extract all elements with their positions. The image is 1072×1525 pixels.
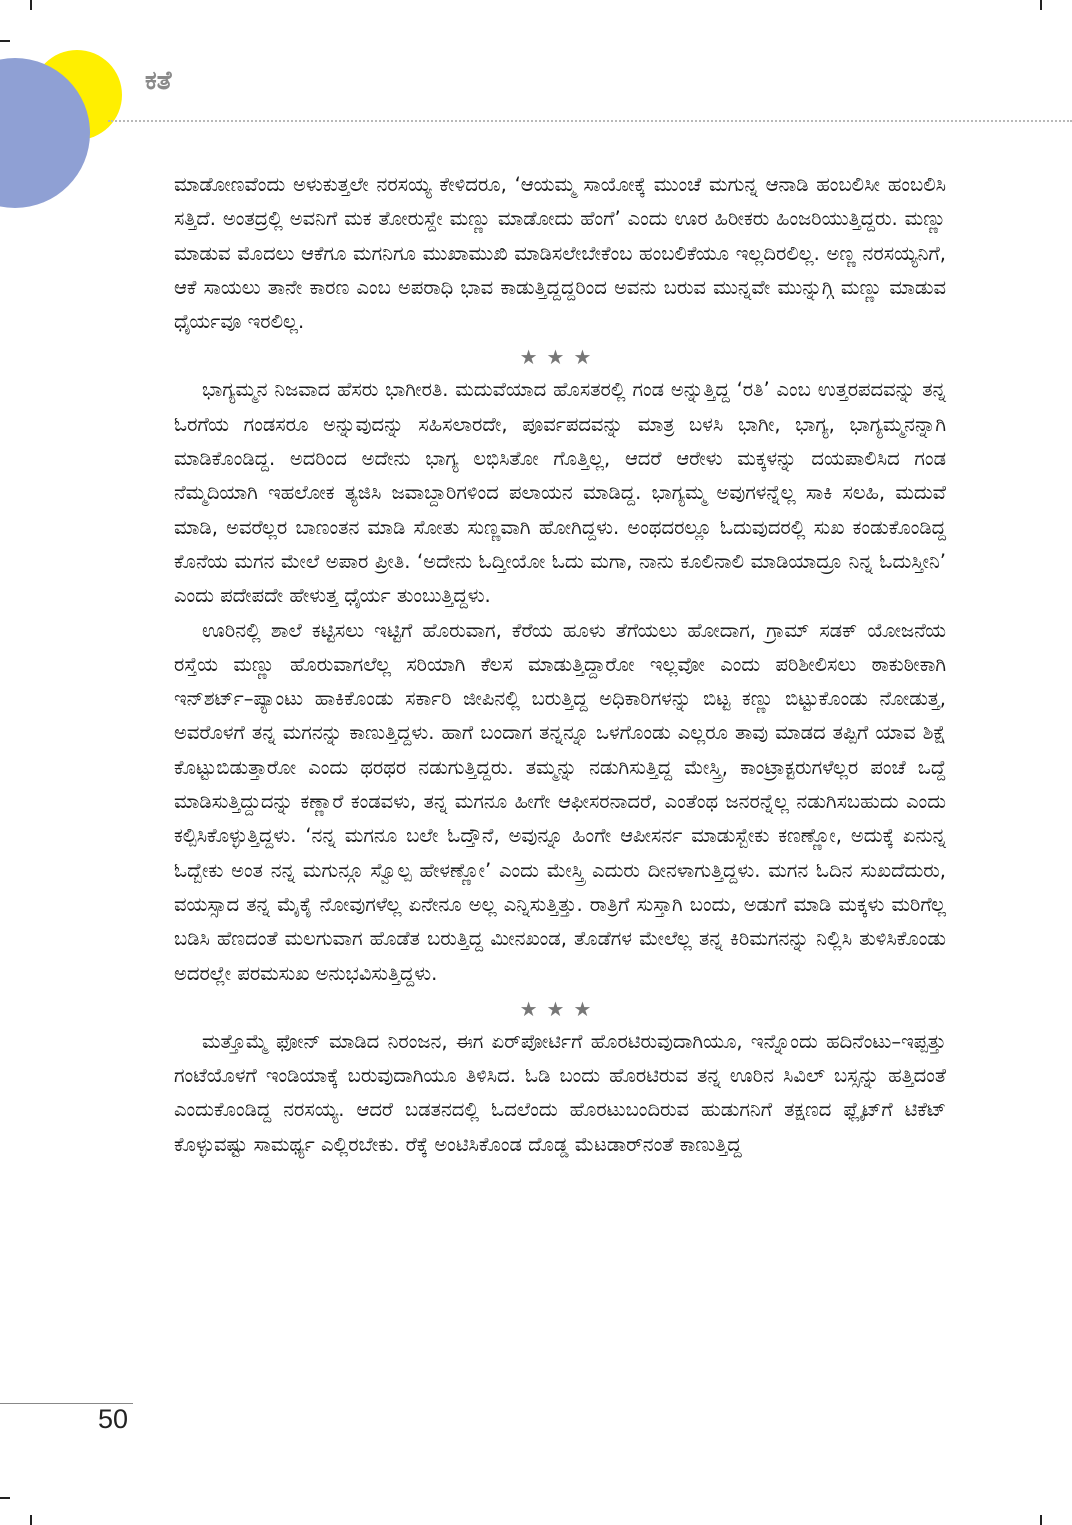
crop-mark	[1040, 1515, 1042, 1525]
crop-mark	[0, 1497, 10, 1499]
section-title: ಕತೆ	[145, 66, 172, 96]
page-number: 50	[98, 1404, 129, 1434]
crop-mark	[0, 40, 10, 42]
crop-mark	[30, 0, 32, 10]
section-separator: ★★★	[519, 996, 601, 1021]
paragraph: ಭಾಗ್ಯಮ್ಮನ ನಿಜವಾದ ಹೆಸರು ಭಾಗೀರತಿ. ಮದುವೆಯಾದ ಹೊಸತರಲ್ಲಿ ಗಂಡ ಅನ್ನುತ್ತಿದ್ದ ‘ರತಿ’ ಎಂಬ ಉತ್ತರಪದವನ್ನು ತನ್ನ ಓರಗೆಯ ಗಂಡಸರೂ ಅನ್ನುವುದನ್ನು ಸಹಿಸಲಾರದೇ, ಪೂರ್ವಪದವನ್ನು ಮಾತ್ರ ಬಳಸಿ ಭಾಗೀ, ಭಾಗ್ಯ, ಭಾಗ್ಯಮ್ಮನನ್ನಾಗಿ ಮಾಡಿಕೊಂಡಿದ್ದ. ಅದರಿಂದ ಅದೇನು ಭಾಗ್ಯ ಲಭಿಸಿತೋ ಗೊತ್ತಿಲ್ಲ, ಆದರೆ ಆರೇಳು ಮಕ್ಕಳನ್ನು ದಯಪಾಲಿಸಿದ ಗಂಡ ನೆಮ್ಮದಿಯಾಗಿ ಇಹಲೋಕ ತ್ಯಜಿಸಿ ಜವಾಬ್ದಾರಿಗಳಿಂದ ಪಲಾಯನ ಮಾಡಿದ್ದ. ಭಾಗ್ಯಮ್ಮ ಅವುಗಳನ್ನೆಲ್ಲ ಸಾಕಿ ಸಲಹಿ, ಮದುವೆ ಮಾಡಿ, ಅವರೆಲ್ಲರ ಬಾಣಂತನ ಮಾಡಿ ಸೋತು ಸುಣ್ಣವಾಗಿ ಹೋಗಿದ್ದಳು. ಅಂಥದರಲ್ಲೂ ಓದುವುದರಲ್ಲಿ ಸುಖ ಕಂಡುಕೊಂಡಿದ್ದ ಕೊನೆಯ ಮಗನ ಮೇಲೆ ಅಪಾರ ಪ್ರೀತಿ. ‘ಅದೇನು ಓದ್ತೀಯೋ ಓದು ಮಗಾ, ನಾನು ಕೂಲಿನಾಲಿ ಮಾಡಿಯಾದ್ರೂ ನಿನ್ನ ಓದುಸ್ತೀನಿ’ ಎಂದು ಪದೇಪದೇ ಹೇಳುತ್ತ ಧೈರ್ಯ ತುಂಬುತ್ತಿದ್ದಳು.	[174, 378, 946, 608]
paragraph: ಮಾಡೋಣವೆಂದು ಅಳುಕುತ್ತಲೇ ನರಸಯ್ಯ ಕೇಳಿದರೂ, ‘ಆಯಮ್ಮ ಸಾಯೋಕ್ಕೆ ಮುಂಚೆ ಮಗುನ್ನ ಆನಾಡಿ ಹಂಬಲಿಸೀ ಹಂಬಲಿಸಿ ಸತ್ತಿದೆ. ಅಂತದ್ರಲ್ಲಿ ಅವನಿಗೆ ಮಕ ತೋರುಸ್ದೇ ಮಣ್ಣು ಮಾಡೋದು ಹೆಂಗೆ’ ಎಂದು ಊರ ಹಿರೀಕರು ಹಿಂಜರಿಯುತ್ತಿದ್ದರು. ಮಣ್ಣು ಮಾಡುವ ಮೊದಲು ಆಕೆಗೂ ಮಗನಿಗೂ ಮುಖಾಮುಖಿ ಮಾಡಿಸಲೇಬೇಕೆಂಬ ಹಂಬಲಿಕೆಯೂ ಇಲ್ಲದಿರಲಿಲ್ಲ. ಅಣ್ಣ ನರಸಯ್ಯನಿಗೆ, ಆಕೆ ಸಾಯಲು ತಾನೇ ಕಾರಣ ಎಂಬ ಅಪರಾಧಿ ಭಾವ ಕಾಡುತ್ತಿದ್ದದ್ದರಿಂದ ಅವನು ಬರುವ ಮುನ್ನವೇ ಮುನ್ನುಗ್ಗಿ ಮಣ್ಣು ಮಾಡುವ ಧೈರ್ಯವೂ ಇರಲಿಲ್ಲ.	[174, 173, 946, 334]
crop-mark	[1040, 0, 1042, 10]
section-separator: ★★★	[519, 345, 601, 370]
crop-mark	[30, 1515, 32, 1525]
header-dotted-rule	[108, 120, 1072, 122]
story-body	[174, 168, 946, 1162]
paragraph: ಮತ್ತೊಮ್ಮೆ ಫೋನ್ ಮಾಡಿದ ನಿರಂಜನ, ಈಗ ಏರ್‌ಪೋರ್ಟಿಗೆ ಹೊರಟಿರುವುದಾಗಿಯೂ, ಇನ್ನೊಂದು ಹದಿನೆಂಟು–ಇಪ್ಪತ್ತು ಗಂಟೆಯೊಳಗೆ ಇಂಡಿಯಾಕ್ಕೆ ಬರುವುದಾಗಿಯೂ ತಿಳಿಸಿದ. ಓಡಿ ಬಂದು ಹೊರಟಿರುವ ತನ್ನ ಊರಿನ ಸಿವಿಲ್ ಬಸ್ಸನ್ನು ಹತ್ತಿದಂತೆ ಎಂದುಕೊಂಡಿದ್ದ ನರಸಯ್ಯ. ಆದರೆ ಬಡತನದಲ್ಲಿ ಓದಲೆಂದು ಹೊರಟುಬಂದಿರುವ ಹುಡುಗನಿಗೆ ತಕ್ಷಣದ ಫ್ಲೈಟ್‌ಗೆ ಟಿಕೆಟ್ ಕೊಳ್ಳುವಷ್ಟು ಸಾಮರ್ಥ್ಯ ಎಲ್ಲಿರಬೇಕು. ರೆಕ್ಕೆ ಅಂಟಿಸಿಕೊಂಡ ದೊಡ್ಡ ಮೆಟಡಾರ್‌ನಂತೆ ಕಾಣುತ್ತಿದ್ದ	[174, 1029, 946, 1156]
paragraph: ಊರಿನಲ್ಲಿ ಶಾಲೆ ಕಟ್ಟಿಸಲು ಇಟ್ಟಿಗೆ ಹೊರುವಾಗ, ಕೆರೆಯ ಹೂಳು ತೆಗೆಯಲು ಹೋದಾಗ, ಗ್ರಾಮ್ ಸಡಕ್ ಯೋಜನೆಯ ರಸ್ತೆಯ ಮಣ್ಣು ಹೊರುವಾಗಲೆಲ್ಲ ಸರಿಯಾಗಿ ಕೆಲಸ ಮಾಡುತ್ತಿದ್ದಾರೋ ಇಲ್ಲವೋ ಎಂದು ಪರಿಶೀಲಿಸಲು ಠಾಕುಠೀಕಾಗಿ ಇನ್‌ಶರ್ಟ್–ಪ್ಯಾಂಟು ಹಾಕಿಕೊಂಡು ಸರ್ಕಾರಿ ಜೀಪಿನಲ್ಲಿ ಬರುತ್ತಿದ್ದ ಅಧಿಕಾರಿಗಳನ್ನು ಬಿಟ್ಟ ಕಣ್ಣು ಬಿಟ್ಟುಕೊಂಡು ನೋಡುತ್ತ, ಅವರೊಳಗೆ ತನ್ನ ಮಗನನ್ನು ಕಾಣುತ್ತಿದ್ದಳು. ಹಾಗೆ ಬಂದಾಗ ತನ್ನನ್ನೂ ಒಳಗೊಂಡು ಎಲ್ಲರೂ ತಾವು ಮಾಡದ ತಪ್ಪಿಗೆ ಯಾವ ಶಿಕ್ಷೆ ಕೊಟ್ಟುಬಿಡುತ್ತಾರೋ ಎಂದು ಥರಥರ ನಡುಗುತ್ತಿದ್ದರು. ತಮ್ಮನ್ನು ನಡುಗಿಸುತ್ತಿದ್ದ ಮೇಸ್ತ್ರಿ, ಕಾಂಟ್ರಾಕ್ಟರುಗಳೆಲ್ಲರ ಪಂಚೆ ಒದ್ದೆ ಮಾಡಿಸುತ್ತಿದ್ದುದನ್ನು ಕಣ್ಣಾರೆ ಕಂಡವಳು, ತನ್ನ ಮಗನೂ ಹೀಗೇ ಆಫೀಸರನಾದರೆ, ಎಂತೆಂಥ ಜನರನ್ನೆಲ್ಲ ನಡುಗಿಸಬಹುದು ಎಂದು ಕಲ್ಪಿಸಿಕೊಳ್ಳುತ್ತಿದ್ದಳು. ‘ನನ್ನ ಮಗನೂ ಬಲೇ ಓದ್ತೌನೆ, ಅವುನ್ನೂ ಹಿಂಗೇ ಆಪೀಸರ್ನ ಮಾಡುಸ್ಬೇಕು ಕಣಣ್ಣೋ, ಅದುಕ್ಕೆ ಏನುನ್ನ ಓದ್ಬೇಕು ಅಂತ ನನ್ನ ಮಗುನ್ಗೂ ಸ್ವೊಲ್ಪ ಹೇಳಣ್ಣೋ’ ಎಂದು ಮೇಸ್ತ್ರಿ ಎದುರು ದೀನಳಾಗುತ್ತಿದ್ದಳು. ಮಗನ ಓದಿನ ಸುಖದೆದುರು, ವಯಸ್ಸಾದ ತನ್ನ ಮೈಕೈ ನೋವುಗಳೆಲ್ಲ ಏನೇನೂ ಅಲ್ಲ ಎನ್ನಿಸುತ್ತಿತ್ತು. ರಾತ್ರಿಗೆ ಸುಸ್ತಾಗಿ ಬಂದು, ಅಡುಗೆ ಮಾಡಿ ಮಕ್ಕಳು ಮರಿಗೆಲ್ಲ ಬಡಿಸಿ ಹೆಣದಂತೆ ಮಲಗುವಾಗ ಹೊಡೆತ ಬರುತ್ತಿದ್ದ ಮೀನಖಂಡ, ತೊಡೆಗಳ ಮೇಲೆಲ್ಲ ತನ್ನ ಕಿರಿಮಗನನ್ನು ನಿಲ್ಲಿಸಿ ತುಳಿಸಿಕೊಂಡು ಅದರಲ್ಲೇ ಪರಮಸುಖ ಅನುಭವಿಸುತ್ತಿದ್ದಳು.	[174, 618, 946, 985]
